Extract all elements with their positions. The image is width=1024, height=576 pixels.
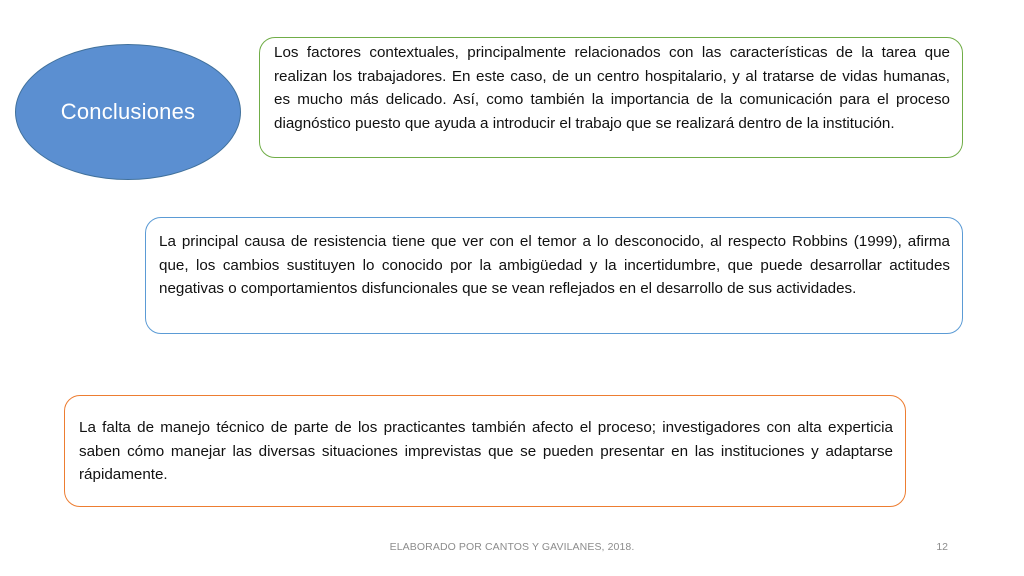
slide-title: Conclusiones	[60, 99, 196, 124]
paragraph-text-resistance-cause: La principal causa de resistencia tiene que ver con el temor a lo desconocido, al respecto Robbins (1999), afirma que, los cambios sustituyen lo conocido por la ambigüedad y la incertidumbre, que puede desarrollar actitudes negativas o comportamientos disfuncionales que se vean reflejados en el desarrollo de sus actividades.	[159, 233, 950, 297]
paragraph-box-resistance-cause	[145, 217, 963, 334]
conclusions-ellipse	[15, 44, 241, 180]
paragraph-box-technical-handling	[64, 395, 906, 507]
paragraph-box-context-factors	[259, 37, 963, 158]
paragraph-text-context-factors: Los factores contextuales, principalmente relacionados con las características de la tarea que realizan los trabajadores. En este caso, de un centro hospitalario, y al tratarse de vidas humanas, es mucho más delicado. Así, como también la importancia de la comunicación para el proceso diagnóstico puesto que ayuda a introducir el trabajo que se realizará dentro de la institución.	[274, 44, 950, 132]
footer-credit: ELABORADO POR CANTOS Y GAVILANES, 2018.	[389, 541, 635, 553]
page-number: 12	[936, 541, 948, 553]
paragraph-text-technical-handling: La falta de manejo técnico de parte de los practicantes también afecto el proceso; investigadores con alta experticia saben cómo manejar las diversas situaciones imprevistas que se pueden presentar en las instituciones y adaptarse rápidamente.	[79, 419, 893, 483]
